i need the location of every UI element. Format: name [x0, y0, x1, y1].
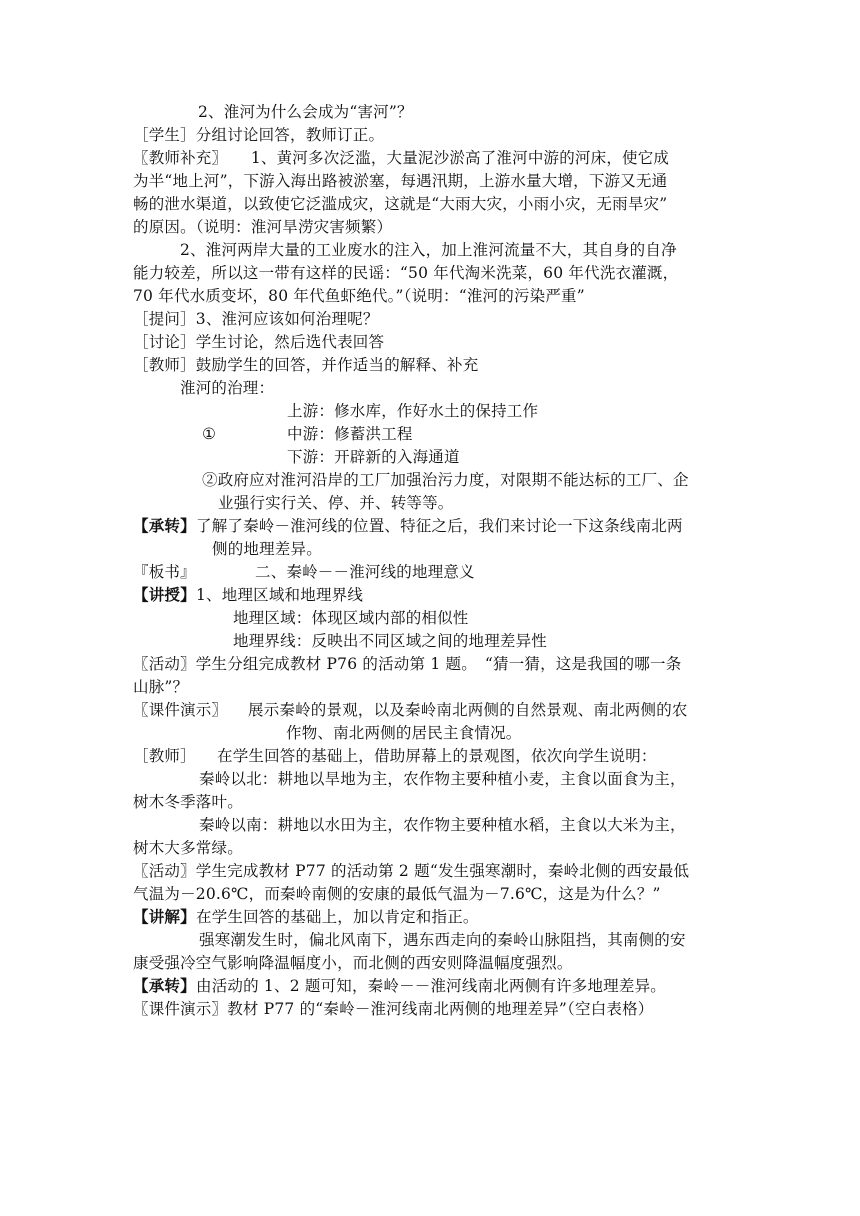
- south-line: 树木大多常绿。: [133, 839, 243, 857]
- item-2-line: 业强行实行关、停、并、转等等。: [218, 494, 454, 512]
- courseware-text: 作物、南北两侧的居民主食情况。: [286, 724, 522, 742]
- discussion-line: ［讨论］学生讨论，然后选代表回答: [133, 333, 385, 351]
- paragraph-line: 畅的泄水渠道，以致使它泛滥成灾，这就是“大雨大灾，小雨小灾，无雨旱灾”: [133, 195, 668, 213]
- transition-text: 了解了秦岭－淮河线的位置、特征之后，我们来讨论一下这条线南北两: [196, 517, 683, 535]
- question-3-line: ［提问］3、淮河应该如何治理呢？: [133, 310, 379, 328]
- south-line: 秦岭以南：耕地以水田为主，农作物主要种植水稻，主食以大米为主，: [199, 816, 686, 834]
- transition-label: 【承转】: [133, 976, 196, 995]
- item-1-marker: ①: [202, 425, 217, 443]
- teacher-label: ［教师］: [133, 747, 196, 765]
- teacher-supplement-line: 〖教师补充〗 1、黄河多次泛滥，大量泥沙淤高了淮河中游的河床，使它成: [133, 149, 670, 167]
- courseware-text: 展示秦岭的景观，以及秦岭南北两侧的自然景观、南北两侧的农: [248, 701, 688, 719]
- lecture-text: 1、地理区域和地理界线: [196, 586, 364, 604]
- definition-line: 地理界线：反映出不同区域之间的地理差异性: [233, 632, 548, 650]
- activity-2-line: 气温为－20.6℃，而秦岭南侧的安康的最低气温为－7.6℃，这是为什么？”: [133, 885, 661, 903]
- courseware-label: 〖课件演示〗: [133, 701, 228, 719]
- item-2-line: ②政府应对淮河沿岸的工厂加强治污力度，对限期不能达标的工厂、企: [202, 471, 689, 489]
- cold-wave-line: 强寒潮发生时，偏北风南下，遇东西走向的秦岭山脉阻挡，其南侧的安: [199, 931, 686, 949]
- paragraph-line: 为半“地上河”，下游入海出路被淤塞，每遇汛期，上游水量大增，下游又无通: [133, 172, 668, 190]
- definition-line: 地理区域：体现区域内部的相似性: [233, 609, 469, 627]
- paragraph-line: 70 年代水质变坏，80 年代鱼虾绝代。”（说明：“淮河的污染严重”: [133, 287, 585, 305]
- blackboard-label: 『板书』: [133, 563, 196, 581]
- midstream-line: 中游：修蓄洪工程: [287, 425, 413, 443]
- teacher-text: 在学生回答的基础上，借助屏幕上的景观图，依次向学生说明：: [217, 747, 657, 765]
- north-line: 树木冬季落叶。: [133, 793, 243, 811]
- paragraph-line: 2、淮河两岸大量的工业废水的注入，加上淮河流量不大，其自身的自净: [180, 241, 677, 259]
- downstream-line: 下游：开辟新的入海通道: [287, 448, 460, 466]
- governance-title: 淮河的治理：: [180, 379, 275, 397]
- student-line: ［学生］分组讨论回答，教师订正。: [133, 126, 385, 144]
- paragraph-line: 能力较差，所以这一带有这样的民谣：“50 年代淘米洗菜，60 年代洗衣灌溉，: [133, 264, 679, 282]
- transition-text: 侧的地理差异。: [212, 540, 322, 558]
- transition-label: 【承转】: [133, 516, 196, 535]
- section-heading: 二、秦岭－－淮河线的地理意义: [255, 563, 475, 581]
- upstream-line: 上游：修水库，作好水土的保持工作: [287, 402, 539, 420]
- activity-line: 山脉”？: [133, 678, 189, 696]
- north-line: 秦岭以北：耕地以旱地为主，农作物主要种植小麦，主食以面食为主，: [199, 770, 686, 788]
- courseware-line: 〖课件演示〗教材 P77 的“秦岭－淮河线南北两侧的地理差异”（空白表格）: [133, 1000, 654, 1018]
- question-2-line: 2、淮河为什么会成为“害河”？: [198, 103, 413, 121]
- teacher-line: ［教师］鼓励学生的回答，并作适当的解释、补充: [133, 356, 479, 374]
- lecture-label: 【讲授】: [133, 585, 196, 604]
- cold-wave-line: 康受强冷空气影响降温幅度小，而北侧的西安则降温幅度强烈。: [133, 954, 573, 972]
- explain-text: 在学生回答的基础上，加以肯定和指正。: [196, 908, 479, 926]
- explain-label: 【讲解】: [133, 907, 196, 926]
- transition-text: 由活动的 1、2 题可知，秦岭－－淮河线南北两侧有许多地理差异。: [196, 977, 666, 995]
- paragraph-line: 的原因。（说明：淮河旱涝灾害频繁）: [133, 218, 393, 236]
- activity-2-line: 〖活动〗学生完成教材 P77 的活动第 2 题“发生强寒潮时，秦岭北侧的西安最低: [133, 862, 690, 880]
- activity-line: 〖活动〗学生分组完成教材 P76 的活动第 1 题。 “猜一猜，这是我国的哪一条: [133, 655, 682, 673]
